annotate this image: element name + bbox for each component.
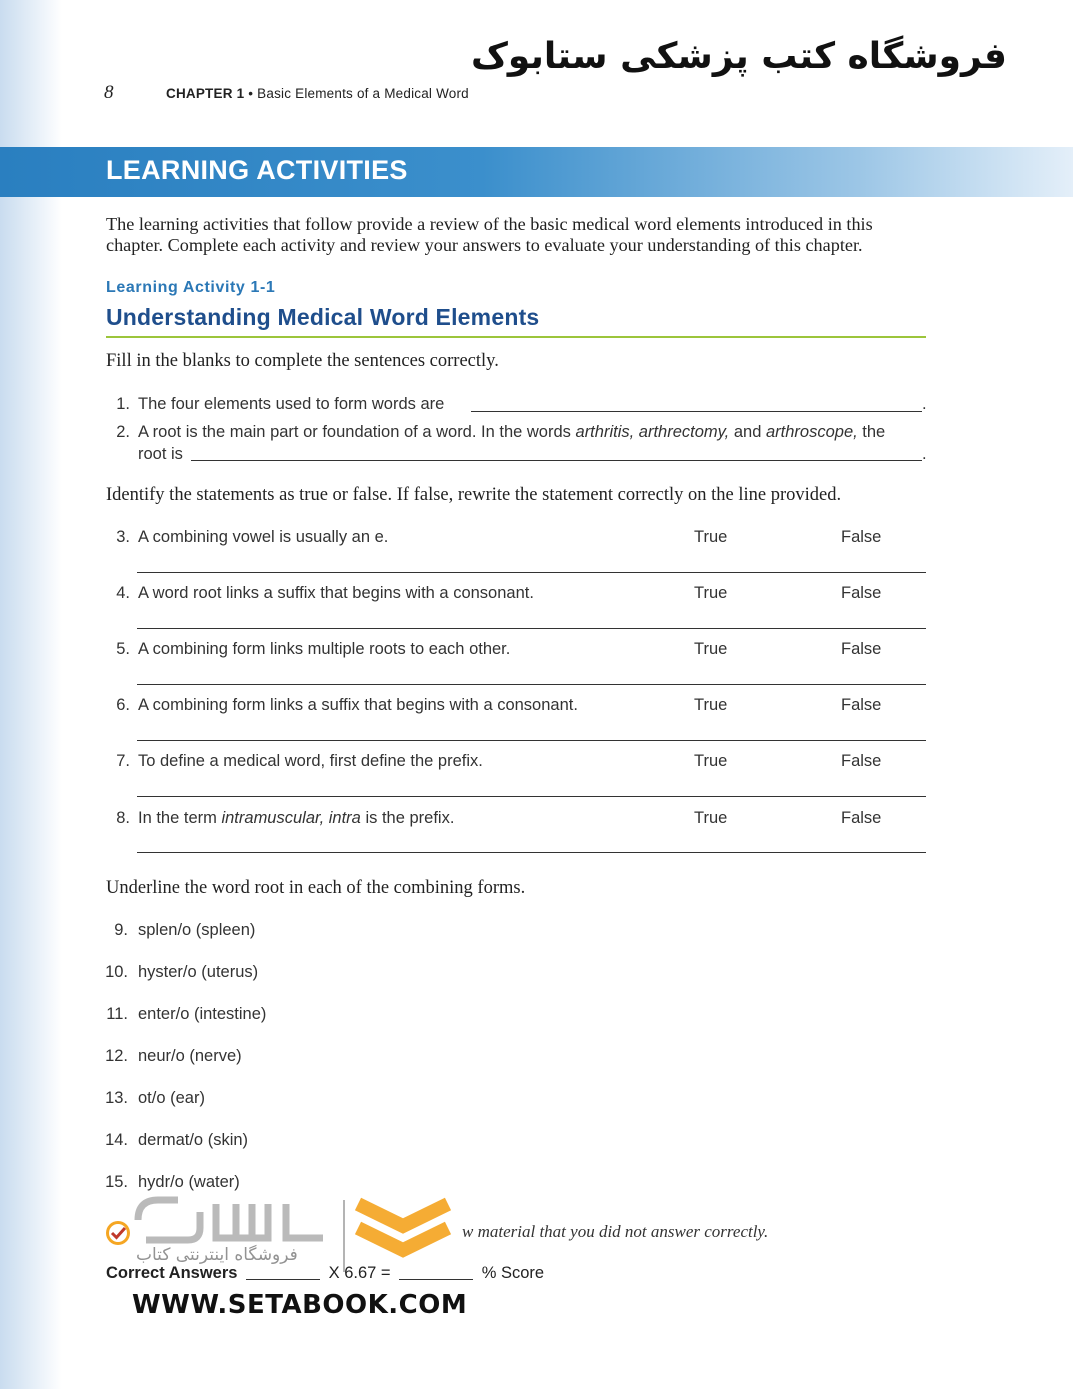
combining-form[interactable]: ot/o (ear) — [138, 1089, 205, 1107]
question-text: A combining form links multiple roots to each other. — [138, 640, 511, 658]
item-number: 13. — [105, 1089, 128, 1107]
question-text — [138, 809, 454, 828]
page-number: 8 — [104, 82, 114, 103]
answer-blank[interactable] — [191, 460, 922, 461]
question-text-part: the — [862, 423, 886, 441]
intro-paragraph: The learning activities that follow provide a review of the basic medical word elements introduced in this chapter. Complete each activity and review your answers to evaluate your understanding of this chapter. — [106, 214, 873, 255]
false-option[interactable]: False — [841, 640, 882, 658]
activity-title: Understanding Medical Word Elements — [106, 304, 540, 330]
score-multiplier: X 6.67 = — [328, 1264, 391, 1282]
period: . — [922, 445, 927, 463]
left-margin-gradient — [0, 0, 62, 1389]
chapter-separator: • — [248, 86, 254, 101]
banner-title: LEARNING ACTIVITIES — [106, 155, 408, 185]
question-text: To define a medical word, first define the prefix. — [138, 752, 483, 770]
conjunction: and — [733, 423, 762, 441]
section3-instruction: Underline the word root in each of the combining forms. — [106, 878, 526, 898]
true-option[interactable]: True — [694, 528, 728, 546]
rewrite-line[interactable] — [137, 852, 926, 853]
question-number: 8. — [116, 809, 130, 827]
item-number: 11. — [106, 1005, 128, 1023]
answer-blank[interactable] — [471, 411, 922, 412]
question-number: 7. — [116, 752, 130, 770]
section1-instruction: Fill in the blanks to complete the sentences correctly. — [106, 351, 499, 371]
question-text-part: A root is the main part or foundation of a word. In the words — [138, 423, 571, 441]
question-number: 1. — [116, 395, 130, 413]
question-number: 3. — [116, 528, 130, 546]
running-head — [166, 86, 469, 101]
item-number: 15. — [105, 1173, 128, 1191]
question-text: The four elements used to form words are — [138, 395, 445, 413]
question-text: A combining form links a suffix that begins with a consonant. — [138, 696, 578, 714]
watermark-subtitle: فروشگاه اینترنتی کتاب — [136, 1245, 298, 1265]
rewrite-line[interactable] — [137, 740, 926, 741]
false-option[interactable]: False — [841, 584, 882, 602]
example-word: arthritis, — [575, 423, 635, 441]
combining-form[interactable]: splen/o (spleen) — [138, 921, 256, 939]
combining-form[interactable]: dermat/o (skin) — [138, 1131, 249, 1149]
store-title: فروشگاه کتب پزشکی ستابوک — [470, 36, 1007, 77]
question-text-part: In the term — [138, 809, 217, 827]
question-text-part: is the prefix. — [365, 809, 455, 827]
true-option[interactable]: True — [694, 584, 728, 602]
question-text-continued: root is — [138, 445, 183, 463]
true-option[interactable]: True — [694, 809, 728, 827]
item-number: 14. — [105, 1131, 128, 1149]
item-number: 10. — [105, 963, 128, 981]
question-text — [138, 423, 928, 442]
combining-form[interactable]: hydr/o (water) — [138, 1173, 240, 1191]
activity-divider — [106, 336, 926, 338]
watermark-url: WWW.SETABOOK.COM — [132, 1290, 468, 1320]
term: intramuscular, intra — [221, 809, 361, 827]
false-option[interactable]: False — [841, 696, 882, 714]
score-label: % Score — [481, 1264, 545, 1282]
item-number: 12. — [105, 1047, 128, 1065]
combining-form[interactable]: enter/o (intestine) — [138, 1005, 267, 1023]
false-option[interactable]: False — [841, 752, 882, 770]
chapter-title: Basic Elements of a Medical Word — [257, 86, 469, 101]
question-text: A combining vowel is usually an e. — [138, 528, 389, 546]
true-option[interactable]: True — [694, 640, 728, 658]
question-number: 5. — [116, 640, 130, 658]
chapter-label: CHAPTER 1 — [166, 86, 245, 101]
question-number: 6. — [116, 696, 130, 714]
activity-label: Learning Activity 1-1 — [106, 279, 276, 296]
example-word: arthroscope, — [765, 423, 858, 441]
setabook-logo-watermark — [118, 1190, 458, 1280]
question-number: 2. — [116, 423, 130, 441]
combining-form[interactable]: neur/o (nerve) — [138, 1047, 242, 1065]
true-option[interactable]: True — [694, 696, 728, 714]
false-option[interactable]: False — [841, 528, 882, 546]
combining-form[interactable]: hyster/o (uterus) — [138, 963, 259, 981]
period: . — [922, 395, 927, 413]
question-text: A word root links a suffix that begins with a consonant. — [138, 584, 534, 602]
question-number: 4. — [116, 584, 130, 602]
example-word: arthrectomy, — [638, 423, 730, 441]
false-option[interactable]: False — [841, 809, 882, 827]
rewrite-line[interactable] — [137, 572, 926, 573]
rewrite-line[interactable] — [137, 628, 926, 629]
true-option[interactable]: True — [694, 752, 728, 770]
item-number: 9. — [114, 921, 128, 939]
section2-instruction: Identify the statements as true or false. If false, rewrite the statement correctly on the line provided. — [106, 485, 842, 505]
rewrite-line[interactable] — [137, 684, 926, 685]
correct-answers-label: Correct Answers — [106, 1264, 238, 1282]
footer-note: w material that you did not answer correctly. — [462, 1222, 769, 1241]
rewrite-line[interactable] — [137, 796, 926, 797]
